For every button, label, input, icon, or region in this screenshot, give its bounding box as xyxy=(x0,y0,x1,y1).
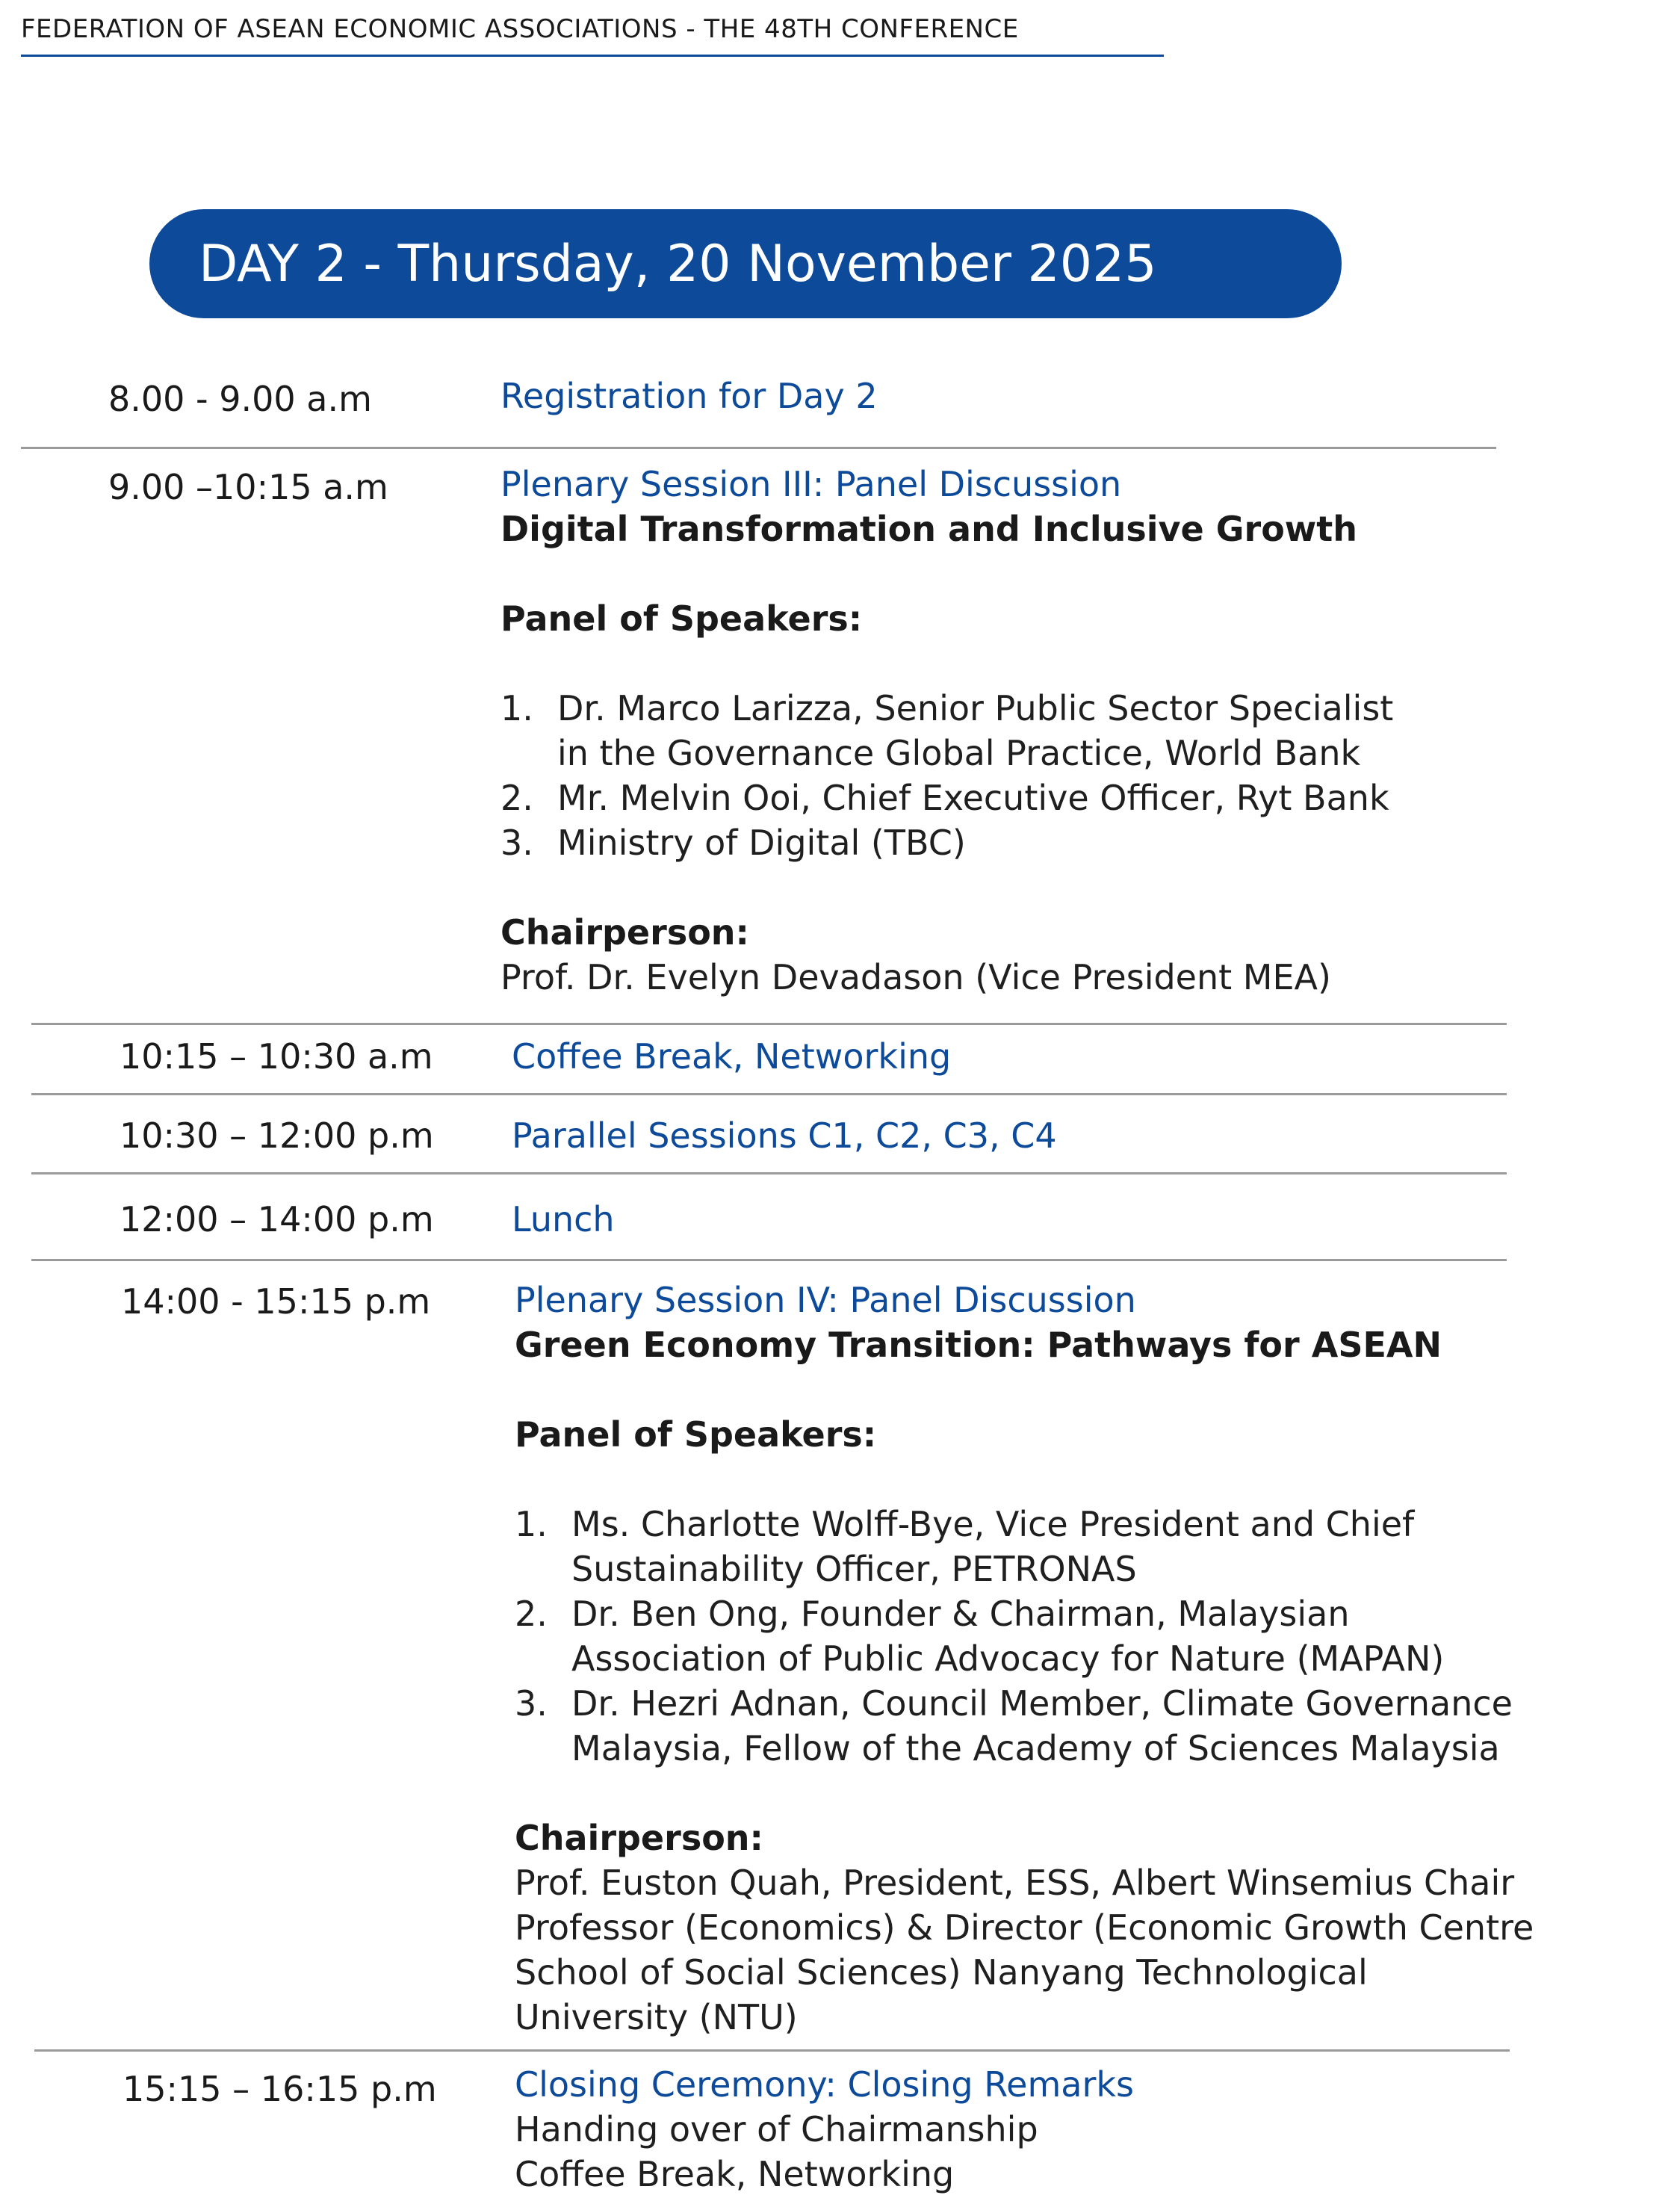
row-6-time: 14:00 - 15:15 p.m xyxy=(121,1281,431,1322)
speaker-number: 1. xyxy=(515,1504,548,1544)
speaker-number: 2. xyxy=(500,778,533,818)
speaker-number: 1. xyxy=(500,688,533,728)
row-6-subtitle: Green Economy Transition: Pathways for ASEAN xyxy=(515,1325,1442,1365)
speaker-number: 2. xyxy=(515,1594,548,1634)
row-5-title: Lunch xyxy=(512,1199,615,1239)
row-divider xyxy=(21,447,1496,449)
row-3-time: 10:15 – 10:30 a.m xyxy=(120,1036,433,1077)
day-title: DAY 2 - Thursday, 20 November 2025 xyxy=(199,234,1157,294)
speaker-number: 3. xyxy=(500,823,533,863)
row-divider xyxy=(31,1259,1507,1261)
row-2-subtitle: Digital Transformation and Inclusive Growth xyxy=(500,509,1358,549)
row-divider xyxy=(31,1023,1507,1025)
row-1-title: Registration for Day 2 xyxy=(500,376,878,416)
speaker-item xyxy=(515,1681,1534,1771)
row-7-title: Closing Ceremony: Closing Remarks xyxy=(515,2064,1134,2105)
speaker-item xyxy=(515,1502,1534,1591)
speaker-line: Sustainability Officer, PETRONAS xyxy=(571,1549,1137,1589)
chair-line: Prof. Dr. Evelyn Devadason (Vice President MEA) xyxy=(500,957,1331,997)
speaker-item xyxy=(515,1591,1534,1681)
row-4-time: 10:30 – 12:00 p.m xyxy=(120,1115,434,1156)
speaker-item xyxy=(500,776,1393,820)
row-3-title: Coffee Break, Networking xyxy=(512,1036,952,1077)
speaker-line: Malaysia, Fellow of the Academy of Sciences Malaysia xyxy=(571,1728,1500,1768)
chair-line: Prof. Euston Quah, President, ESS, Albert Winsemius Chair xyxy=(515,1863,1515,1903)
speaker-number: 3. xyxy=(515,1683,548,1724)
row-divider xyxy=(31,1093,1507,1095)
header-title: FEDERATION OF ASEAN ECONOMIC ASSOCIATIONS - THE 48TH CONFERENCE xyxy=(21,14,1019,44)
row-divider xyxy=(34,2049,1510,2052)
row-divider xyxy=(31,1172,1507,1174)
row-7-content xyxy=(515,2062,1134,2197)
speaker-line: Ms. Charlotte Wolff-Bye, Vice President and Chief xyxy=(571,1504,1415,1544)
speaker-line: Association of Public Advocacy for Nature (MAPAN) xyxy=(571,1638,1445,1679)
chair-line: School of Social Sciences) Nanyang Technological xyxy=(515,1952,1368,1993)
chair-line: University (NTU) xyxy=(515,1997,798,2037)
speaker-line: in the Governance Global Practice, World Bank xyxy=(557,733,1361,773)
chair-line: Professor (Economics) & Director (Economic Growth Centre xyxy=(515,1907,1534,1948)
row-4-title: Parallel Sessions C1, C2, C3, C4 xyxy=(512,1115,1057,1156)
row-6-panel-heading: Panel of Speakers: xyxy=(515,1414,877,1455)
row-2-content xyxy=(500,462,1393,1000)
row-7-extra-line: Coffee Break, Networking xyxy=(515,2154,955,2194)
speaker-line: Ministry of Digital (TBC) xyxy=(557,823,966,863)
row-2-title: Plenary Session III: Panel Discussion xyxy=(500,464,1122,504)
speaker-item xyxy=(500,820,1393,865)
row-1-time: 8.00 - 9.00 a.m xyxy=(108,379,372,419)
page-header xyxy=(21,10,1164,57)
row-6-content xyxy=(515,1278,1534,2040)
row-5-time: 12:00 – 14:00 p.m xyxy=(120,1199,434,1239)
row-6-chair-heading: Chairperson: xyxy=(515,1818,763,1858)
row-6-title: Plenary Session IV: Panel Discussion xyxy=(515,1280,1136,1320)
day-banner xyxy=(149,209,1342,318)
speaker-line: Dr. Marco Larizza, Senior Public Sector Specialist xyxy=(557,688,1394,728)
row-7-extra-line: Handing over of Chairmanship xyxy=(515,2109,1038,2149)
speaker-line: Dr. Hezri Adnan, Council Member, Climate Governance xyxy=(571,1683,1513,1724)
speaker-line: Mr. Melvin Ooi, Chief Executive Officer, Ryt Bank xyxy=(557,778,1389,818)
row-7-time: 15:15 – 16:15 p.m xyxy=(123,2069,437,2109)
row-2-time: 9.00 –10:15 a.m xyxy=(108,467,388,507)
speaker-item xyxy=(500,686,1393,776)
row-2-panel-heading: Panel of Speakers: xyxy=(500,598,863,639)
speaker-line: Dr. Ben Ong, Founder & Chairman, Malaysian xyxy=(571,1594,1350,1634)
row-2-chair-heading: Chairperson: xyxy=(500,912,749,953)
